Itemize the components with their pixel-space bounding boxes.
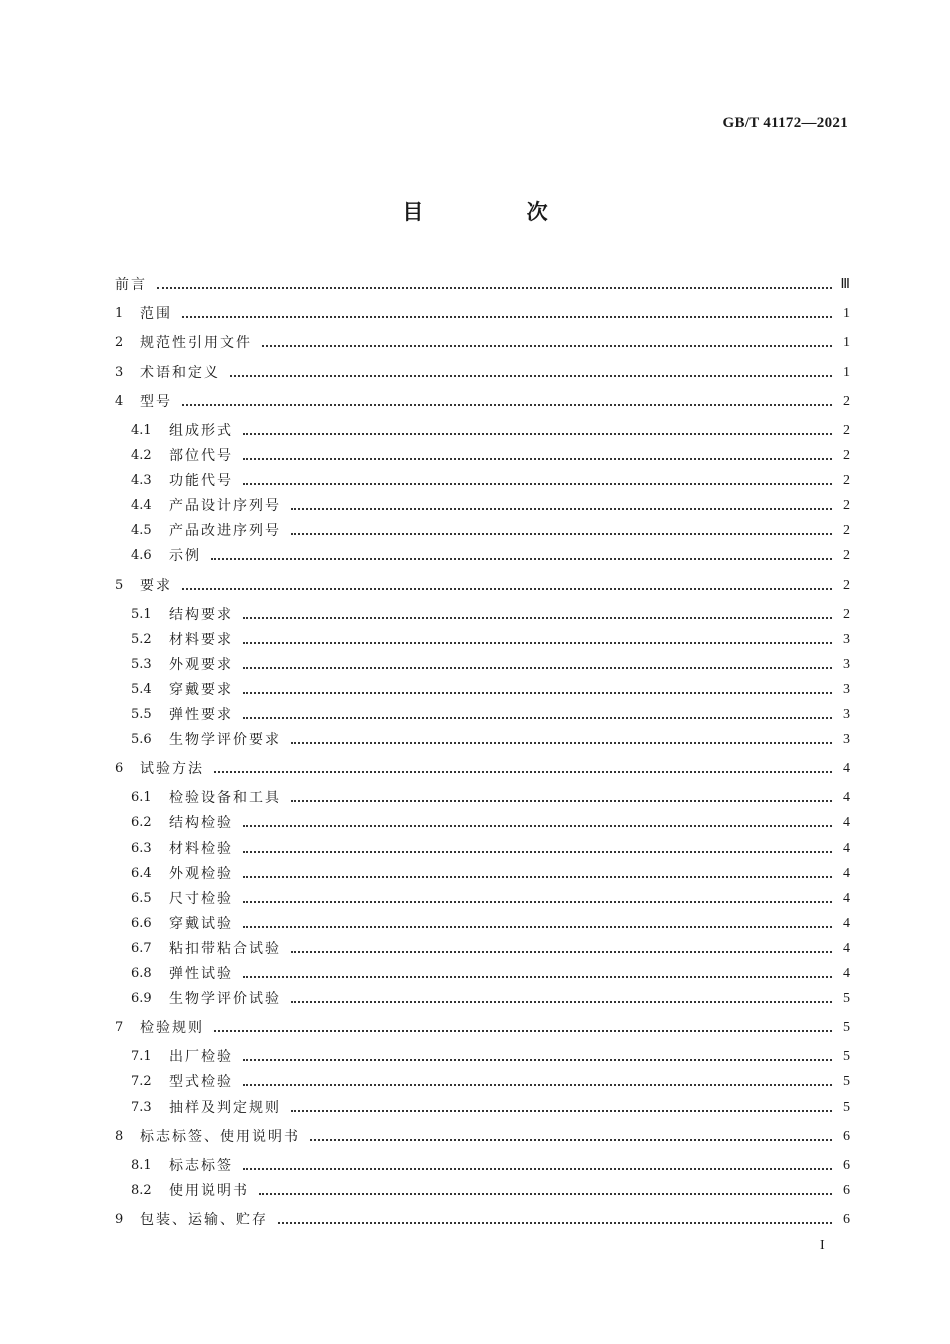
- toc-entry-label: 尺寸检验: [169, 890, 233, 907]
- toc-entry[interactable]: [115, 1097, 850, 1119]
- toc-dot-leader: [291, 800, 832, 802]
- toc-entry-page: 4: [843, 966, 850, 981]
- toc-entry[interactable]: [115, 1071, 850, 1093]
- toc-entry-number: 9: [115, 1211, 124, 1227]
- toc-entry-label: 示例: [169, 548, 201, 565]
- toc-entry-label: 要求: [140, 577, 172, 594]
- toc-dot-leader: [243, 483, 832, 485]
- toc-dot-leader: [291, 508, 832, 510]
- toc-entry-page: 2: [843, 577, 850, 593]
- toc-dot-leader: [243, 901, 832, 903]
- toc-entry[interactable]: [115, 787, 850, 809]
- toc-entry-label: 部位代号: [169, 448, 233, 464]
- toc-entry-page: 2: [843, 448, 850, 463]
- toc-entry-label: 产品设计序列号: [169, 498, 281, 515]
- toc-entry[interactable]: [115, 938, 850, 960]
- toc-entry-number: 5.2: [131, 631, 152, 647]
- toc-entry-page: 3: [843, 732, 850, 748]
- toc-entry-page: 4: [843, 940, 850, 956]
- toc-entry[interactable]: [115, 575, 850, 597]
- toc-entry-label: 生物学评价试验: [169, 991, 281, 1008]
- toc-entry-page: 5: [843, 1099, 850, 1115]
- toc-entry-number: 8.2: [131, 1182, 152, 1198]
- toc-entry-number: 2: [115, 335, 124, 351]
- toc-entry-label: 产品改进序列号: [169, 523, 281, 540]
- toc-entry[interactable]: [115, 332, 850, 354]
- toc-entry-number: 4.6: [131, 548, 152, 564]
- toc-entry-label: 弹性试验: [169, 966, 233, 982]
- toc-entry[interactable]: [115, 274, 850, 296]
- toc-dot-leader: [182, 404, 832, 406]
- toc-entry-number: 6.4: [131, 865, 152, 881]
- toc-entry-number: 8: [115, 1128, 124, 1144]
- toc-dot-leader: [243, 458, 832, 460]
- toc-entry-number: 4.2: [131, 448, 152, 463]
- toc-entry-label: 外观要求: [169, 656, 233, 673]
- page-number: I: [820, 1238, 825, 1253]
- toc-dot-leader: [291, 1001, 832, 1003]
- toc-entry-page: 4: [843, 890, 850, 906]
- toc-entry-page: 5: [843, 1020, 850, 1036]
- toc-dot-leader: [278, 1222, 832, 1224]
- toc-entry-label: 弹性要求: [169, 707, 233, 723]
- toc-dot-leader: [243, 926, 832, 928]
- toc-dot-leader: [230, 375, 832, 377]
- toc-entry-number: 6.8: [131, 966, 152, 981]
- toc-entry-number: 6.3: [131, 840, 152, 856]
- toc-dot-leader: [243, 1084, 832, 1086]
- toc-dot-leader: [291, 742, 832, 744]
- toc-dot-leader: [243, 1059, 832, 1061]
- toc-entry-label: 出厂检验: [169, 1049, 233, 1066]
- toc-entry[interactable]: [115, 679, 850, 701]
- toc-entry-label: 标志标签: [169, 1157, 233, 1174]
- toc-entry-label: 粘扣带粘合试验: [169, 940, 281, 957]
- toc-entry-page: 6: [843, 1128, 850, 1144]
- toc-dot-leader: [291, 1110, 832, 1112]
- toc-entry-page: 1: [843, 306, 850, 322]
- toc-entry-number: 6.7: [131, 940, 152, 956]
- toc-entry-page: 2: [843, 523, 850, 539]
- toc-entry-page: 5: [843, 1049, 850, 1065]
- toc-dot-leader: [291, 533, 832, 535]
- toc-entry[interactable]: [115, 654, 850, 676]
- toc-entry-number: 4.3: [131, 473, 152, 489]
- toc-dot-leader: [243, 876, 832, 878]
- toc-entry-label: 穿戴试验: [169, 915, 233, 932]
- toc-entry-label: 术语和定义: [140, 364, 220, 381]
- toc-entry-label: 检验规则: [140, 1020, 204, 1037]
- toc-entry[interactable]: [115, 629, 850, 651]
- toc-entry-page: 3: [843, 656, 850, 672]
- toc-entry[interactable]: [115, 420, 850, 442]
- toc-entry[interactable]: [115, 812, 850, 834]
- toc-entry-label: 材料要求: [169, 631, 233, 648]
- toc-entry-number: 3: [115, 364, 124, 380]
- toc-entry-number: 7.3: [131, 1099, 152, 1115]
- toc-dot-leader: [182, 316, 832, 318]
- toc-entry-page: 2: [843, 498, 850, 514]
- toc-entry-number: 6.1: [131, 790, 152, 806]
- toc-dot-leader: [157, 287, 832, 289]
- toc-dot-leader: [214, 771, 832, 773]
- toc-entry-label: 材料检验: [169, 840, 233, 857]
- toc-entry-number: 7.2: [131, 1074, 152, 1090]
- toc-dot-leader: [243, 433, 832, 435]
- toc-entry-page: 2: [843, 422, 850, 438]
- toc-entry-label: 标志标签、使用说明书: [140, 1128, 300, 1145]
- toc-entry-number: 1: [115, 306, 124, 322]
- toc-entry[interactable]: [115, 888, 850, 910]
- toc-entry-page: 4: [843, 840, 850, 856]
- toc-entry-page: 1: [843, 364, 850, 380]
- toc-entry-page: 3: [843, 681, 850, 697]
- toc-entry[interactable]: [115, 604, 850, 626]
- toc-entry-page: 4: [843, 790, 850, 806]
- toc-entry-number: 5: [115, 577, 124, 593]
- toc-dot-leader: [262, 345, 832, 347]
- toc-entry-label: 外观检验: [169, 865, 233, 882]
- toc-entry-label: 包装、运输、贮存: [140, 1211, 268, 1228]
- toc-entry[interactable]: [115, 1046, 850, 1068]
- toc-entry-number: 6.2: [131, 815, 152, 831]
- toc-entry-page: Ⅲ: [840, 277, 850, 292]
- toc-dot-leader: [214, 1030, 832, 1032]
- toc-entry-page: 6: [843, 1157, 850, 1173]
- toc-entry-number: 5.5: [131, 707, 152, 722]
- toc-entry-page: 6: [843, 1211, 850, 1227]
- toc-entry[interactable]: [115, 520, 850, 542]
- toc-entry-label: 使用说明书: [169, 1182, 249, 1199]
- toc-dot-leader: [243, 717, 832, 719]
- toc-entry-label: 抽样及判定规则: [169, 1099, 281, 1116]
- toc-entry[interactable]: [115, 913, 850, 935]
- toc-entry-label: 试验方法: [140, 761, 204, 778]
- toc-entry-label: 规范性引用文件: [140, 335, 252, 352]
- toc-entry-page: 3: [843, 631, 850, 647]
- toc-entry-label: 范围: [140, 306, 172, 323]
- toc-entry-page: 4: [843, 815, 850, 831]
- toc-entry-number: 6.5: [131, 890, 152, 906]
- toc-entry-page: 2: [843, 473, 850, 489]
- toc-entry-page: 5: [843, 991, 850, 1007]
- toc-entry-number: 6.9: [131, 991, 152, 1007]
- toc-dot-leader: [182, 588, 832, 590]
- toc-entry[interactable]: [115, 391, 850, 413]
- toc-entry-number: 4.4: [131, 498, 152, 514]
- toc-entry[interactable]: [115, 445, 850, 467]
- toc-entry-label: 穿戴要求: [169, 681, 233, 698]
- toc-dot-leader: [243, 667, 832, 669]
- toc-entry-label: 生物学评价要求: [169, 732, 281, 749]
- toc-entry[interactable]: [115, 1180, 850, 1202]
- toc-entry[interactable]: [115, 1155, 850, 1177]
- toc-dot-leader: [243, 642, 832, 644]
- toc-dot-leader: [243, 692, 832, 694]
- toc-entry-label: 型号: [140, 393, 172, 410]
- toc-dot-leader: [291, 951, 832, 953]
- toc-dot-leader: [243, 617, 832, 619]
- toc-dot-leader: [243, 1168, 832, 1170]
- toc-entry[interactable]: [115, 545, 850, 567]
- toc-entry-label: 结构检验: [169, 815, 233, 832]
- toc-entry[interactable]: [115, 1209, 850, 1231]
- toc-entry[interactable]: [115, 729, 850, 751]
- toc-entry-page: 6: [843, 1182, 850, 1198]
- toc-entry-number: 8.1: [131, 1157, 152, 1173]
- toc-entry-number: 5.3: [131, 656, 152, 672]
- toc-entry-number: 4: [115, 393, 124, 409]
- toc-entry-number: 5.4: [131, 681, 152, 697]
- toc-entry-number: 5.1: [131, 606, 152, 622]
- toc-entry-label: 结构要求: [169, 606, 233, 623]
- toc-entry-page: 5: [843, 1074, 850, 1090]
- toc-entry[interactable]: [115, 863, 850, 885]
- toc-entry-page: 2: [843, 393, 850, 409]
- toc-entry[interactable]: [115, 303, 850, 325]
- toc-entry[interactable]: [115, 495, 850, 517]
- toc-entry-label: 型式检验: [169, 1074, 233, 1091]
- page-title: 目 次: [402, 200, 596, 224]
- toc-entry-number: 6.6: [131, 915, 152, 931]
- toc-entry-label: 检验设备和工具: [169, 790, 281, 807]
- toc-entry[interactable]: [115, 963, 850, 985]
- toc-entry-label: 功能代号: [169, 473, 233, 490]
- toc-entry[interactable]: [115, 838, 850, 860]
- toc-entry[interactable]: [115, 1017, 850, 1039]
- toc-dot-leader: [259, 1193, 832, 1195]
- toc-entry-number: 4.1: [131, 422, 152, 438]
- toc-entry-page: 3: [843, 707, 850, 722]
- toc-entry[interactable]: [115, 362, 850, 384]
- toc-dot-leader: [243, 976, 832, 978]
- toc-entry-label: 前言: [115, 277, 147, 293]
- toc-entry-number: 4.5: [131, 523, 152, 539]
- toc-entry-page: 4: [843, 761, 850, 777]
- toc-dot-leader: [243, 825, 832, 827]
- toc-entry-page: 4: [843, 865, 850, 881]
- toc-entry-number: 7.1: [131, 1049, 152, 1065]
- toc-dot-leader: [243, 851, 832, 853]
- toc-dot-leader: [211, 558, 832, 560]
- toc-entry[interactable]: [115, 470, 850, 492]
- toc-entry-number: 6: [115, 761, 124, 777]
- toc-entry[interactable]: [115, 988, 850, 1010]
- toc-entry-page: 1: [843, 335, 850, 351]
- toc-entry-page: 4: [843, 915, 850, 931]
- toc-entry-label: 组成形式: [169, 422, 233, 439]
- toc-entry-number: 7: [115, 1020, 124, 1036]
- toc-entry[interactable]: [115, 1126, 850, 1148]
- toc-entry-page: 2: [843, 606, 850, 622]
- standard-code: GB/T 41172—2021: [722, 115, 848, 131]
- toc-entry-number: 5.6: [131, 732, 152, 748]
- toc-entry-page: 2: [843, 548, 850, 564]
- toc-dot-leader: [310, 1139, 832, 1141]
- toc-entry[interactable]: [115, 704, 850, 726]
- toc-entry[interactable]: [115, 758, 850, 780]
